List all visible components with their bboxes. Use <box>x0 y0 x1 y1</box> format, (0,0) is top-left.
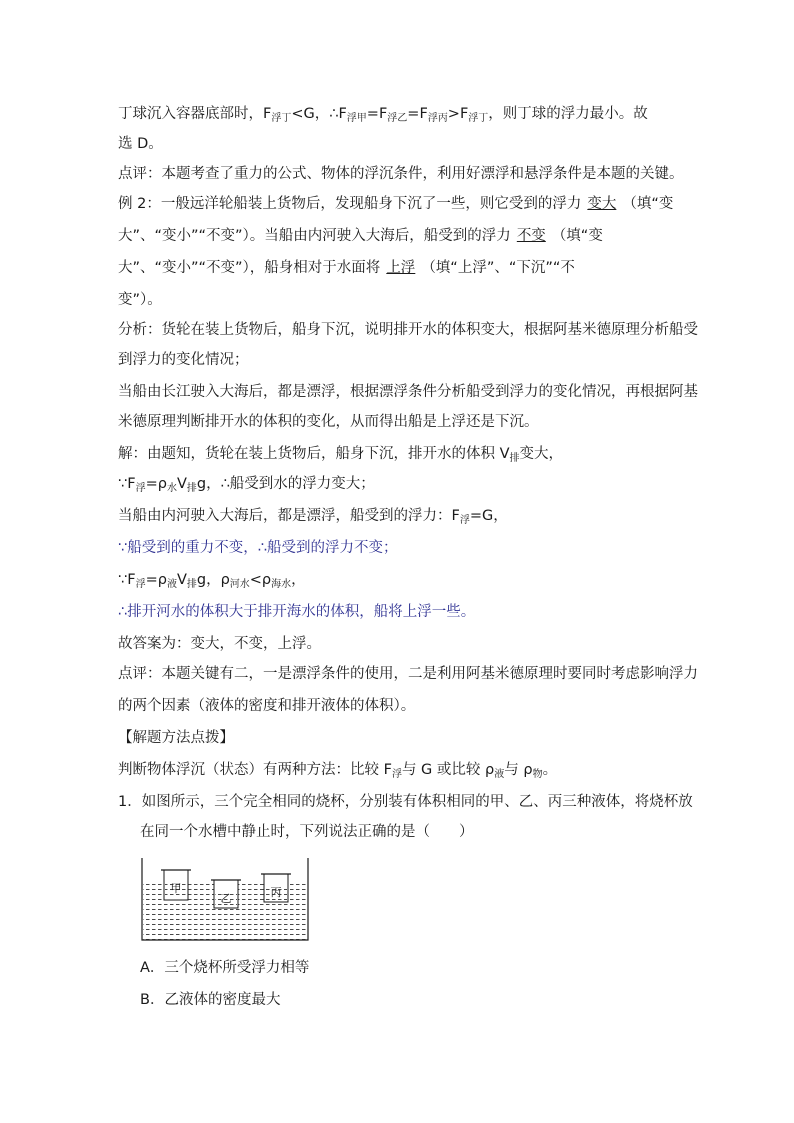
example-line: 例 2：一般远洋轮船装上货物后，发现船身下沉了一些，则它受到的浮力 变大 （填“变 <box>118 196 674 212</box>
beaker-tank-figure <box>140 852 320 946</box>
comment-line: 的两个因素（液体的密度和排开液体的体积）。 <box>118 698 416 714</box>
answer-blank: 变大 <box>587 196 617 212</box>
solution-line: 解：由题知，货轮在装上货物后，船身下沉，排开水的体积 $V_排$变大， <box>118 446 564 464</box>
question-line: 在同一个水槽中静止时，下列说法正确的是（ ） <box>140 824 474 840</box>
option-a: A．三个烧杯所受浮力相等 <box>140 960 310 976</box>
answer-blank: 不变 <box>516 228 546 244</box>
analysis-line: 分析：货轮在装上货物后，船身下沉，说明排开水的体积变大，根据阿基米德原理分析船受 <box>118 322 698 338</box>
beaker-label: 乙 <box>220 892 232 905</box>
text-line: 丁球沉入容器底部时，$F_{浮丁}<G$，$\therefore F_{浮甲}=F_{浮乙}=F_{浮丙}>F_{浮丁}$，则丁球的浮力最小。故 <box>118 106 648 124</box>
method-line: 判断物体浮沉（状态）有两种方法：比较 $F_浮$与 G 或比较 $\rho_液$与 $\rho_物$。 <box>118 762 558 780</box>
text-line: 选 D。 <box>118 136 163 152</box>
example-line: 大”、“变小”“不变”），船身相对于水面将 上浮 （填“上浮”、“下沉”“不 <box>118 260 575 276</box>
solution-line: $\because F_浮=\rho_水V_排g$，∴船受到水的浮力变大； <box>118 476 375 494</box>
example-line: 变”）。 <box>118 292 162 308</box>
answer-line: 故答案为：变大，不变，上浮。 <box>118 636 321 652</box>
answer-blank: 上浮 <box>386 260 416 276</box>
analysis-line: 米德原理判断排开水的体积的变化，从而得出船是上浮还是下沉。 <box>118 414 539 430</box>
beaker-yi <box>211 880 241 908</box>
example-line: 大”、“变小”“不变”）。当船由内河驶入大海后，船受到的浮力 不变 （填“变 <box>118 228 603 244</box>
analysis-line: 当船由长江驶入大海后，都是漂浮，根据漂浮条件分析船受到浮力的变化情况，再根据阿基 <box>118 384 698 400</box>
solution-line: ∴排开河水的体积大于排开海水的体积，船将上浮一些。 <box>118 604 476 620</box>
solution-line: $\because F_浮=\rho_液V_排g$，$\rho_{河水}<\rho_{海水}$， <box>118 572 306 590</box>
section-heading: 【解题方法点拨】 <box>118 730 234 746</box>
analysis-line: 到浮力的变化情况； <box>118 352 249 368</box>
solution-line: 当船由内河驶入大海后，都是漂浮，船受到的浮力：$F_浮=G$， <box>118 508 508 526</box>
option-b: B．乙液体的密度最大 <box>140 992 281 1008</box>
beaker-jia <box>161 870 191 900</box>
beaker-bing <box>261 874 291 902</box>
beaker-label: 丙 <box>270 886 282 899</box>
comment-line: 点评：本题考查了重力的公式、物体的浮沉条件，利用好漂浮和悬浮条件是本题的关键。 <box>118 166 684 182</box>
comment-line: 点评：本题关键有二，一是漂浮条件的使用，二是利用阿基米德原理时要同时考虑影响浮力 <box>118 666 698 682</box>
beaker-label: 甲 <box>170 882 182 895</box>
question-line: 1．如图所示，三个完全相同的烧杯，分别装有体积相同的甲、乙、丙三种液体，将烧杯放 <box>118 794 693 810</box>
solution-line: ∵船受到的重力不变，∴船受到的浮力不变； <box>118 540 398 556</box>
